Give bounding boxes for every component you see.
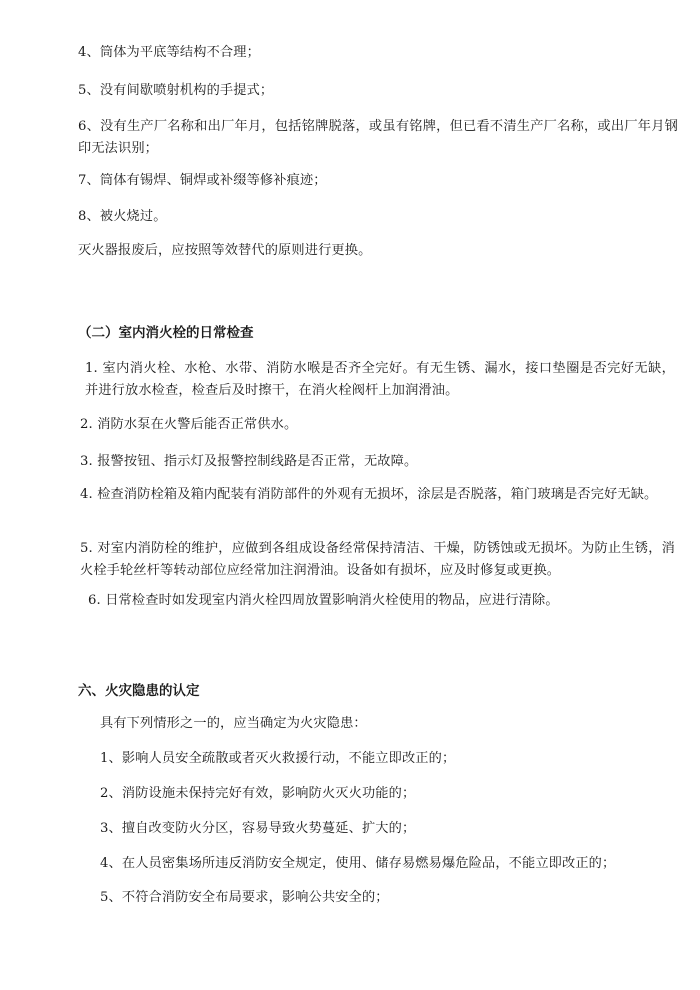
list-item: 4、筒体为平底等结构不合理；	[78, 45, 260, 60]
list-item: 7、筒体有锡焊、铜焊或补缀等修补痕迹；	[78, 173, 327, 188]
paragraph-note: 灭火器报废后，应按照等效替代的原则进行更换。	[78, 243, 372, 258]
list-item: 4. 检查消防栓箱及箱内配装有消防部件的外观有无损坏，涂层是否脱落，箱门玻璃是否完好无缺。	[80, 487, 658, 502]
list-item: 2. 消防水泵在火警后能否正常供水。	[80, 417, 298, 432]
intro-text: 具有下列情形之一的，应当确定为火灾隐患：	[100, 716, 367, 731]
list-item: 1. 室内消火栓、水枪、水带、消防水喉是否齐全完好。有无生锈、漏水，接口垫圈是否完好无缺，并进行放水检查，检查后及时擦干，在消火栓阀杆上加润滑油。	[85, 361, 675, 398]
list-item: 6、没有生产厂名称和出厂年月，包括铭牌脱落，或虽有铭牌，但已看不清生产厂名称，或出厂年月钢印无法识别；	[78, 119, 678, 156]
list-item: 3、擅自改变防火分区，容易导致火势蔓延、扩大的；	[100, 821, 416, 836]
list-item: 8、被火烧过。	[78, 209, 167, 224]
list-item: 5、没有间歇喷射机构的手提式；	[78, 83, 274, 98]
list-item: 5、不符合消防安全布局要求，影响公共安全的；	[100, 890, 389, 905]
list-item: 3. 报警按钮、指示灯及报警控制线路是否正常，无故障。	[80, 454, 418, 469]
section-heading: （二）室内消火栓的日常检查	[78, 325, 254, 341]
list-item: 4、在人员密集场所违反消防安全规定，使用、储存易燃易爆危险品，不能立即改正的；	[100, 856, 616, 871]
list-item: 1、影响人员安全疏散或者灭火救援行动，不能立即改正的；	[100, 751, 456, 766]
list-item: 5. 对室内消防栓的维护，应做到各组成设备经常保持清洁、干燥，防锈蚀或无损坏。为防止生锈，消火栓手轮丝杆等转动部位应经常加注润滑油。设备如有损坏，应及时修复或更换。	[80, 541, 675, 578]
section-heading: 六、火灾隐患的认定	[78, 683, 200, 699]
list-item: 2、消防设施未保持完好有效，影响防火灭火功能的；	[100, 786, 416, 801]
list-item: 6. 日常检查时如发现室内消火栓四周放置影响消火栓使用的物品，应进行清除。	[88, 593, 559, 608]
